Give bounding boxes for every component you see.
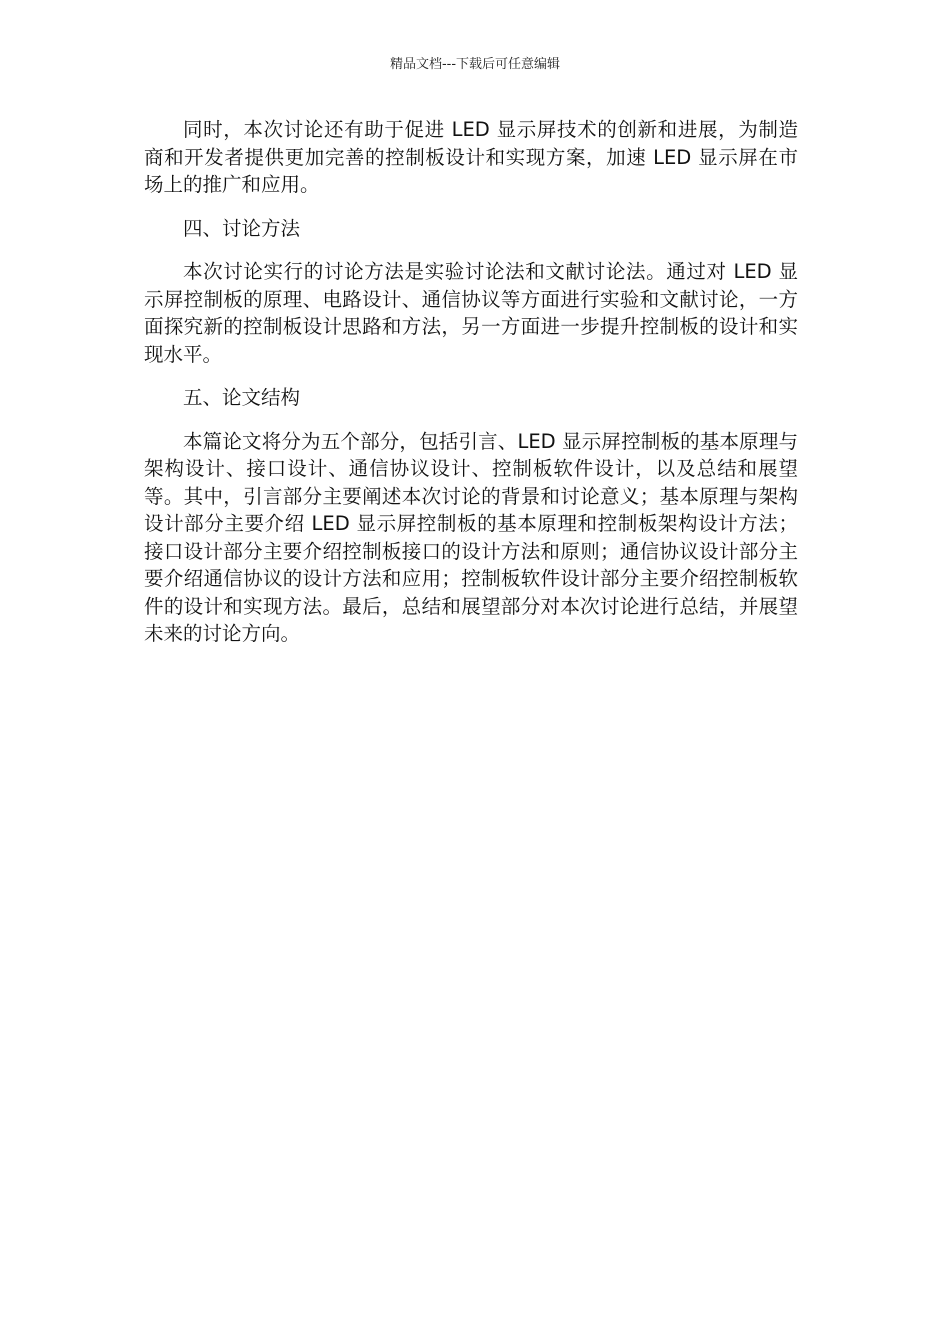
page-header: 精品文档---下载后可任意编辑 — [389, 57, 561, 72]
paragraph-structure: 本篇论文将分为五个部分，包括引言、LED 显示屏控制板的基本原理与架构设计、接口设计、通信协议设计、控制板软件设计，以及总结和展望等。其中，引言部分主要阐述本次讨论的背景和讨论意义；基本原理与架构设计部分主要介绍 LED 显示屏控制板的基本原理和控制板架构设计方法；接口设计部分主要介绍控制板接口的设计方法和原则；通信协议设计部分主要介绍通信协议的设计方法和应用；控制板软件设计部分主要介绍控制板软件的设计和实现方法。最后，总结和展望部分对本次讨论进行总结，并展望未来的讨论方向。 — [144, 429, 798, 645]
document-body — [144, 116, 798, 664]
section-heading-methods: 四、讨论方法 — [183, 216, 301, 240]
paragraph-methods: 本次讨论实行的讨论方法是实验讨论法和文献讨论法。通过对 LED 显示屏控制板的原理、电路设计、通信协议等方面进行实验和文献讨论，一方面探究新的控制板设计思路和方法，另一方面进一步提升控制板的设计和实现水平。 — [144, 260, 798, 366]
paragraph-significance: 同时，本次讨论还有助于促进 LED 显示屏技术的创新和进展，为制造商和开发者提供更加完善的控制板设计和实现方案，加速 LED 显示屏在市场上的推广和应用。 — [144, 118, 798, 196]
section-heading-structure: 五、论文结构 — [183, 386, 301, 409]
